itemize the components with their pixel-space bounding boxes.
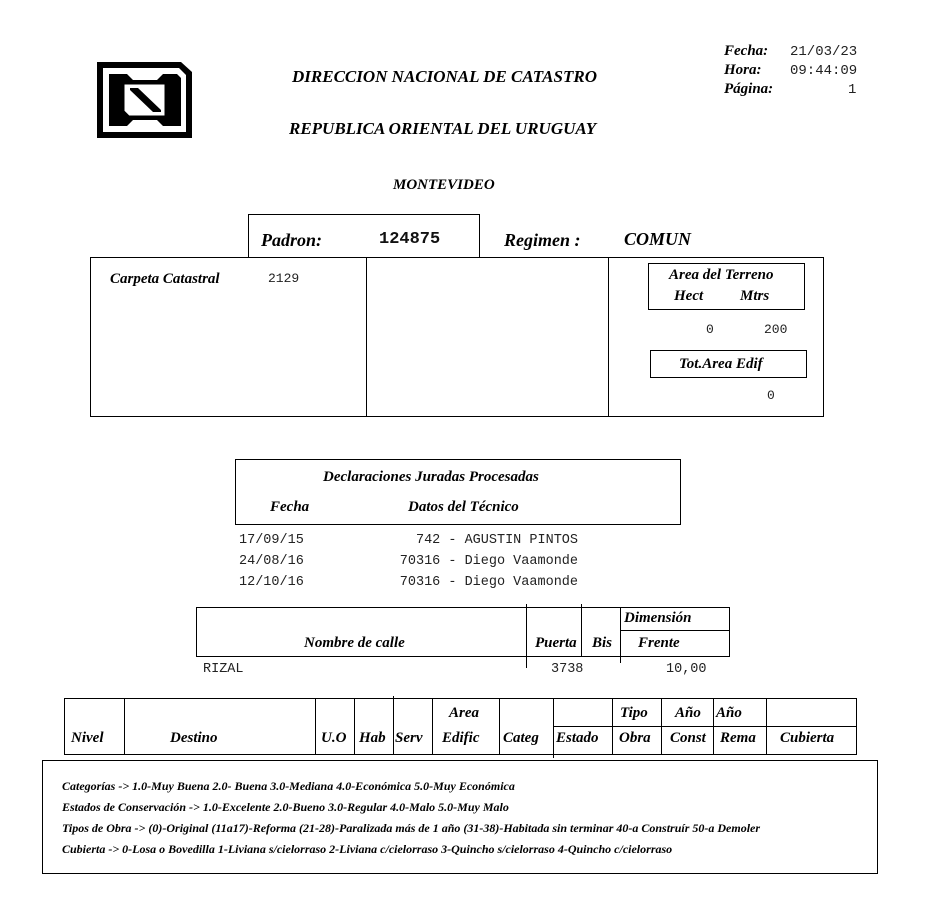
declaracion-tecnico: 742 - AGUSTIN PINTOS xyxy=(415,533,578,548)
divider xyxy=(553,698,554,758)
divider xyxy=(366,257,367,417)
col-ano-const-bottom: Const xyxy=(670,730,706,746)
divider xyxy=(581,604,582,656)
area-terreno-title: Area del Terreno xyxy=(669,267,774,283)
carpeta-value: 2129 xyxy=(268,271,300,286)
country-title: REPUBLICA ORIENTAL DEL URUGUAY xyxy=(289,119,597,138)
col-frente: Frente xyxy=(638,635,680,651)
col-tecnico: Datos del Técnico xyxy=(408,499,519,515)
carpeta-label: Carpeta Catastral xyxy=(110,271,220,287)
col-ano-const-top: Año xyxy=(675,705,701,721)
declaracion-fecha: 12/10/16 xyxy=(239,575,304,590)
legend-estados: Estados de Conservación -> 1.0-Excelente 2.0-Bueno 3.0-Regular 4.0-Malo 5.0-Muy Malo xyxy=(62,800,509,814)
pagina-label: Página: xyxy=(724,81,774,97)
divider xyxy=(315,698,316,755)
declaracion-fecha: 17/09/15 xyxy=(239,533,304,548)
tot-area-edif-value: 0 xyxy=(767,388,775,403)
padron-label: Padron: xyxy=(261,230,323,250)
col-categ: Categ xyxy=(503,730,539,746)
pagina-value: 1 xyxy=(848,82,857,98)
col-tipo-bottom: Obra xyxy=(619,730,651,746)
divider xyxy=(354,698,355,755)
col-tipo-top: Tipo xyxy=(620,705,648,721)
divider xyxy=(393,696,394,755)
divider xyxy=(499,698,500,755)
col-cubierta: Cubierta xyxy=(780,730,835,746)
col-destino: Destino xyxy=(170,730,218,746)
divider xyxy=(124,698,125,755)
divider xyxy=(553,726,856,727)
col-puerta: Puerta xyxy=(535,635,577,651)
legend-categorias: Categorías -> 1.0-Muy Buena 2.0- Buena 3.0-Mediana 4.0-Económica 5.0-Muy Económica xyxy=(62,779,515,793)
calle-nombre: RIZAL xyxy=(203,662,244,677)
divider xyxy=(526,604,527,668)
declaracion-tecnico: 70316 - Diego Vaamonde xyxy=(399,554,578,569)
fecha-label: Fecha: xyxy=(724,43,769,59)
calle-frente: 10,00 xyxy=(666,662,707,677)
col-ano-rema-top: Año xyxy=(716,705,742,721)
declaraciones-title: Declaraciones Juradas Procesadas xyxy=(323,469,539,485)
declaracion-tecnico: 70316 - Diego Vaamonde xyxy=(399,575,578,590)
divider xyxy=(620,630,730,631)
hect-value: 0 xyxy=(706,322,714,337)
tot-area-edif-label: Tot.Area Edif xyxy=(679,356,763,372)
org-title: DIRECCION NACIONAL DE CATASTRO xyxy=(292,67,597,86)
divider xyxy=(608,257,609,417)
col-hab: Hab xyxy=(359,730,386,746)
fecha-value: 21/03/23 xyxy=(790,44,858,60)
mtrs-value: 200 xyxy=(764,322,788,337)
col-dimension: Dimensión xyxy=(624,610,692,626)
hora-label: Hora: xyxy=(724,62,762,78)
calle-puerta: 3738 xyxy=(551,662,584,677)
regimen-label: Regimen : xyxy=(504,230,581,250)
hect-label: Hect xyxy=(674,288,704,304)
col-area-bottom: Edific xyxy=(442,730,480,746)
department-title: MONTEVIDEO xyxy=(393,177,495,193)
col-nivel: Nivel xyxy=(71,730,104,746)
catastro-logo-icon xyxy=(97,62,192,138)
col-ano-rema-bottom: Rema xyxy=(720,730,756,746)
legend-tipos-obra: Tipos de Obra -> (0)-Original (11a17)-Reforma (21-28)-Paralizada más de 1 año (31-38)-Habitada sin terminar 40-a Construír 50-a Demoler xyxy=(62,821,761,835)
padron-value: 124875 xyxy=(379,230,441,249)
col-nombre-calle: Nombre de calle xyxy=(304,635,405,651)
legend-cubierta: Cubierta -> 0-Losa o Bovedilla 1-Liviana s/cielorraso 2-Liviana c/cielorraso 3-Quincho s/cielorraso 4-Quincho c/cielorraso xyxy=(62,842,673,856)
col-fecha: Fecha xyxy=(270,499,310,515)
mtrs-label: Mtrs xyxy=(740,288,770,304)
col-bis: Bis xyxy=(592,635,613,651)
col-estado: Estado xyxy=(556,730,599,746)
regimen-value: COMUN xyxy=(624,229,692,249)
declaracion-fecha: 24/08/16 xyxy=(239,554,304,569)
divider xyxy=(432,698,433,755)
col-area-top: Area xyxy=(449,705,479,721)
col-serv: Serv xyxy=(395,730,423,746)
divider xyxy=(620,607,621,663)
hora-value: 09:44:09 xyxy=(790,63,858,79)
col-uo: U.O xyxy=(321,730,347,746)
